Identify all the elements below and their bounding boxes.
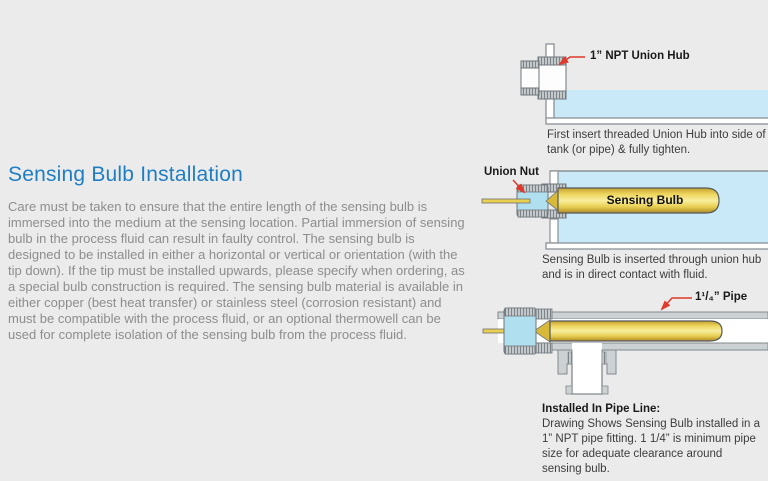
figure3-caption-title: Installed In Pipe Line: (542, 403, 661, 415)
bulb-capsule (550, 321, 722, 341)
sensing-bulb-label: Sensing Bulb (606, 193, 684, 207)
figure-sensing-bulb (480, 163, 768, 288)
figure3-caption-body: Drawing Shows Sensing Bulb installed in a 1” NPT pipe fitting. 1 1/4” is minimum pipe size for adequate clearance around sensing bulb. (542, 418, 760, 475)
tee-foot-right (602, 386, 608, 394)
tank-bottom-wall (546, 118, 768, 124)
callout-arrow (662, 298, 692, 309)
figure-pipe-line (480, 288, 768, 481)
figure1-caption: First insert threaded Union Hub into side of tank (or pipe) & fully tighten. (547, 129, 766, 156)
tank-fluid (554, 90, 768, 118)
figure-union-hub (480, 15, 768, 163)
pipe-bottom-wall (524, 343, 768, 350)
tee-fitting (558, 343, 616, 394)
union-hub-callout-label: 1” NPT Union Hub (590, 50, 690, 62)
figure3-caption (542, 402, 764, 477)
figure2-caption: Sensing Bulb is inserted through union hub and is in direct contact with fluid. (542, 254, 762, 281)
union-hub-fitting (521, 57, 566, 99)
pipe-callout-label: 1¹/₄” Pipe (695, 291, 748, 303)
capillary-tube (482, 199, 530, 203)
tee-interior (572, 343, 602, 394)
union-nut-callout-label: Union Nut (484, 166, 539, 178)
tank-wall-stub-bottom (550, 219, 558, 243)
page-title: Sensing Bulb Installation (8, 163, 243, 186)
tank-bottom-wall (546, 243, 768, 249)
article-body: Care must be taken to ensure that the entire length of the sensing bulb is immersed into the medium at the sensing location. Partial immersion of sensing bulb in the process fluid can result in faulty control. The sensing bulb is designed to be installed in either a horizontal or vertical or orientation (with the tip down). If the tip must be installed upwards, please specify when ordering, as a special bulb construction is required. The sensing bulb material is available in either copper (best heat transfer) or stainless steel (corrosion resistant) and must be compatible with the process fluid, or an optional thermowell can be used for complete isolation of the sensing bulb from the process fluid. (8, 199, 465, 342)
tee-foot-left (566, 386, 572, 394)
tank-wall-stub-top (550, 171, 558, 185)
union-nut (504, 308, 536, 354)
